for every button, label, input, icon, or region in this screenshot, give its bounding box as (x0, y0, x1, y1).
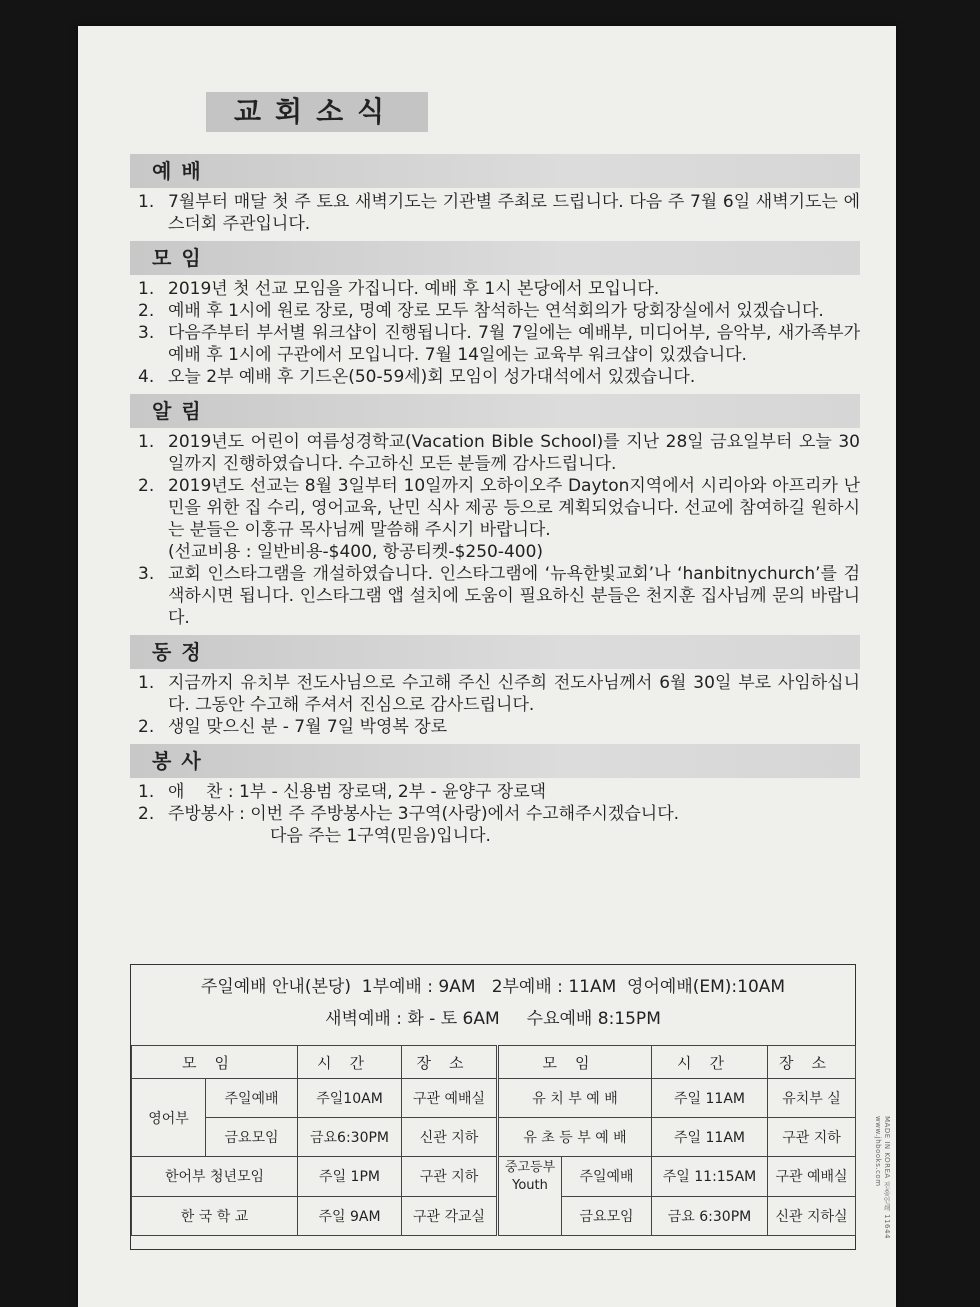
table-cell: 구관 지하 (402, 1157, 498, 1197)
sunday-service-times: 주일예배 안내(본당) 1부예배 : 9AM 2부예배 : 11AM 영어예배(EM):10AM (200, 977, 786, 997)
table-cell: 구관 예배실 (402, 1079, 498, 1118)
list-item: 2. 주방봉사 : 이번 주 주방봉사는 3구역(사랑)에서 수고해주시겠습니다. (138, 804, 680, 824)
table-cell: 주일 11:15AM (652, 1157, 768, 1197)
header-meeting: 모임 (498, 1046, 652, 1079)
table-cell: 한 국 학 교 (132, 1196, 298, 1236)
page-title: 교회소식 (206, 92, 428, 132)
kitchen-note: 다음 주는 1구역(믿음)입니다. (270, 826, 491, 846)
table-cell: 주일 1PM (298, 1157, 402, 1197)
list-item: 1. 애 찬 : 1부 - 신용범 장로댁, 2부 - 윤양구 장로댁 (138, 782, 547, 802)
section-heading: 알림 (130, 394, 860, 428)
table-cell: 금요 6:30PM (652, 1196, 768, 1236)
table-cell: 주일10AM (298, 1079, 402, 1118)
list-item: 1. 2019년 첫 선교 모임을 가집니다. 예배 후 1시 본당에서 모입니다. (138, 279, 660, 299)
table-row (132, 1157, 856, 1197)
list-item: 1. 지금까지 유치부 전도사님으로 수고해 주신 신주희 전도사님께서 6월 30일 부로 사임하십니다. 그동안 수고해 주셔서 진심으로 감사드립니다. (138, 673, 860, 715)
mission-cost-note: (선교비용 : 일반비용-$400, 항공티켓-$250-400) (168, 542, 544, 562)
list-item: 2. 2019년도 선교는 8월 3일부터 10일까지 오하이오주 Dayton지역에서 시리아와 아프리카 난민을 위한 집 수리, 영어교육, 난민 식사 제공 등으로 계획되었습니다. 선교에 참여하길 원하시는 분들은 이홍규 목사님께 말씀해 주시기 바랍니다. (138, 476, 860, 540)
table-cell: 금요모임 (579, 1208, 634, 1225)
section-heading: 모임 (130, 241, 860, 275)
table-cell: 구관 지하 (768, 1118, 856, 1157)
list-item: 1. 2019년도 어린이 여름성경학교(Vacation Bible School)를 지난 28일 금요일부터 오늘 30일까지 진행하였습니다. 수고하신 모든 분들께 감사드립니다. (138, 432, 860, 474)
weekday-service-times: 새벽예배 : 화 - 토 6AM 수요예배 8:15PM (325, 1009, 661, 1029)
table-cell: 유 치 부 예 배 (498, 1079, 652, 1118)
header-meeting: 모임 (132, 1046, 298, 1079)
section-heading: 봉사 (130, 744, 860, 778)
table-row (132, 1196, 856, 1236)
table-cell: 구관 예배실 (768, 1157, 856, 1197)
table-header-row (132, 1046, 856, 1079)
list-item: 2. 예배 후 1시에 원로 장로, 명예 장로 모두 참석하는 연석회의가 당회장실에서 있겠습니다. (138, 301, 824, 321)
table-cell: 한어부 청년모임 (132, 1157, 298, 1197)
section-service (130, 744, 860, 847)
table-cell: 구관 각교실 (402, 1196, 498, 1236)
table-cell: 금요모임 (206, 1118, 298, 1157)
list-item: 4. 오늘 2부 예배 후 기드온(50-59세)회 모임이 성가대석에서 있겠습니다. (138, 367, 696, 387)
table-cell: 주일예배 (562, 1157, 652, 1196)
bulletin-page (78, 26, 896, 1307)
group-youth: 중고등부 Youth (499, 1157, 562, 1196)
table-row (132, 1118, 856, 1157)
meeting-schedule-table (131, 1045, 856, 1236)
section-announcements (130, 394, 860, 629)
section-heading: 예배 (130, 154, 860, 188)
list-item: 3. 다음주부터 부서별 워크샵이 진행됩니다. 7월 7일에는 예배부, 미디어부, 음악부, 새가족부가 예배 후 1시에 구관에서 모입니다. 7월 14일에는 교육부 워크샵이 있겠습니다. (138, 323, 860, 365)
table-cell: 신관 지하실 (768, 1196, 856, 1236)
header-place: 장소 (402, 1046, 498, 1079)
table-cell: 주일 11AM (652, 1079, 768, 1118)
list-item: 2. 생일 맞으신 분 - 7월 7일 박영복 장로 (138, 717, 448, 737)
group-english: 영어부 (132, 1079, 206, 1157)
header-place: 장소 (768, 1046, 856, 1079)
table-cell: 유치부 실 (768, 1079, 856, 1118)
section-meetings (130, 241, 860, 388)
news-content (130, 148, 860, 847)
section-news (130, 635, 860, 738)
table-cell: 유 초 등 부 예 배 (498, 1118, 652, 1157)
table-cell: 금요6:30PM (298, 1118, 402, 1157)
printer-imprint: MADE IN KOREA 진흥인쇄 11644 www.jhbooks.com (874, 1116, 891, 1239)
header-time: 시간 (652, 1046, 768, 1079)
table-cell: 주일 11AM (652, 1118, 768, 1157)
list-item: 3. 교회 인스타그램을 개설하였습니다. 인스타그램에 ‘뉴욕한빛교회’나 ‘hanbitnychurch’를 검색하시면 됩니다. 인스타그램 앱 설치에 도움이 필요하신 분들은 천지훈 집사님께 문의 바랍니다. (138, 564, 860, 628)
table-row (132, 1079, 856, 1118)
worship-schedule-box (130, 964, 856, 1250)
section-worship (130, 154, 860, 235)
table-cell (498, 1157, 652, 1236)
table-cell: 주일 9AM (298, 1196, 402, 1236)
list-item: 1. 7월부터 매달 첫 주 토요 새벽기도는 기관별 주최로 드립니다. 다음 주 7월 6일 새벽기도는 에스더회 주관입니다. (138, 192, 860, 234)
table-cell: 신관 지하 (402, 1118, 498, 1157)
table-cell: 주일예배 (206, 1079, 298, 1118)
section-heading: 동정 (130, 635, 860, 669)
header-time: 시간 (298, 1046, 402, 1079)
